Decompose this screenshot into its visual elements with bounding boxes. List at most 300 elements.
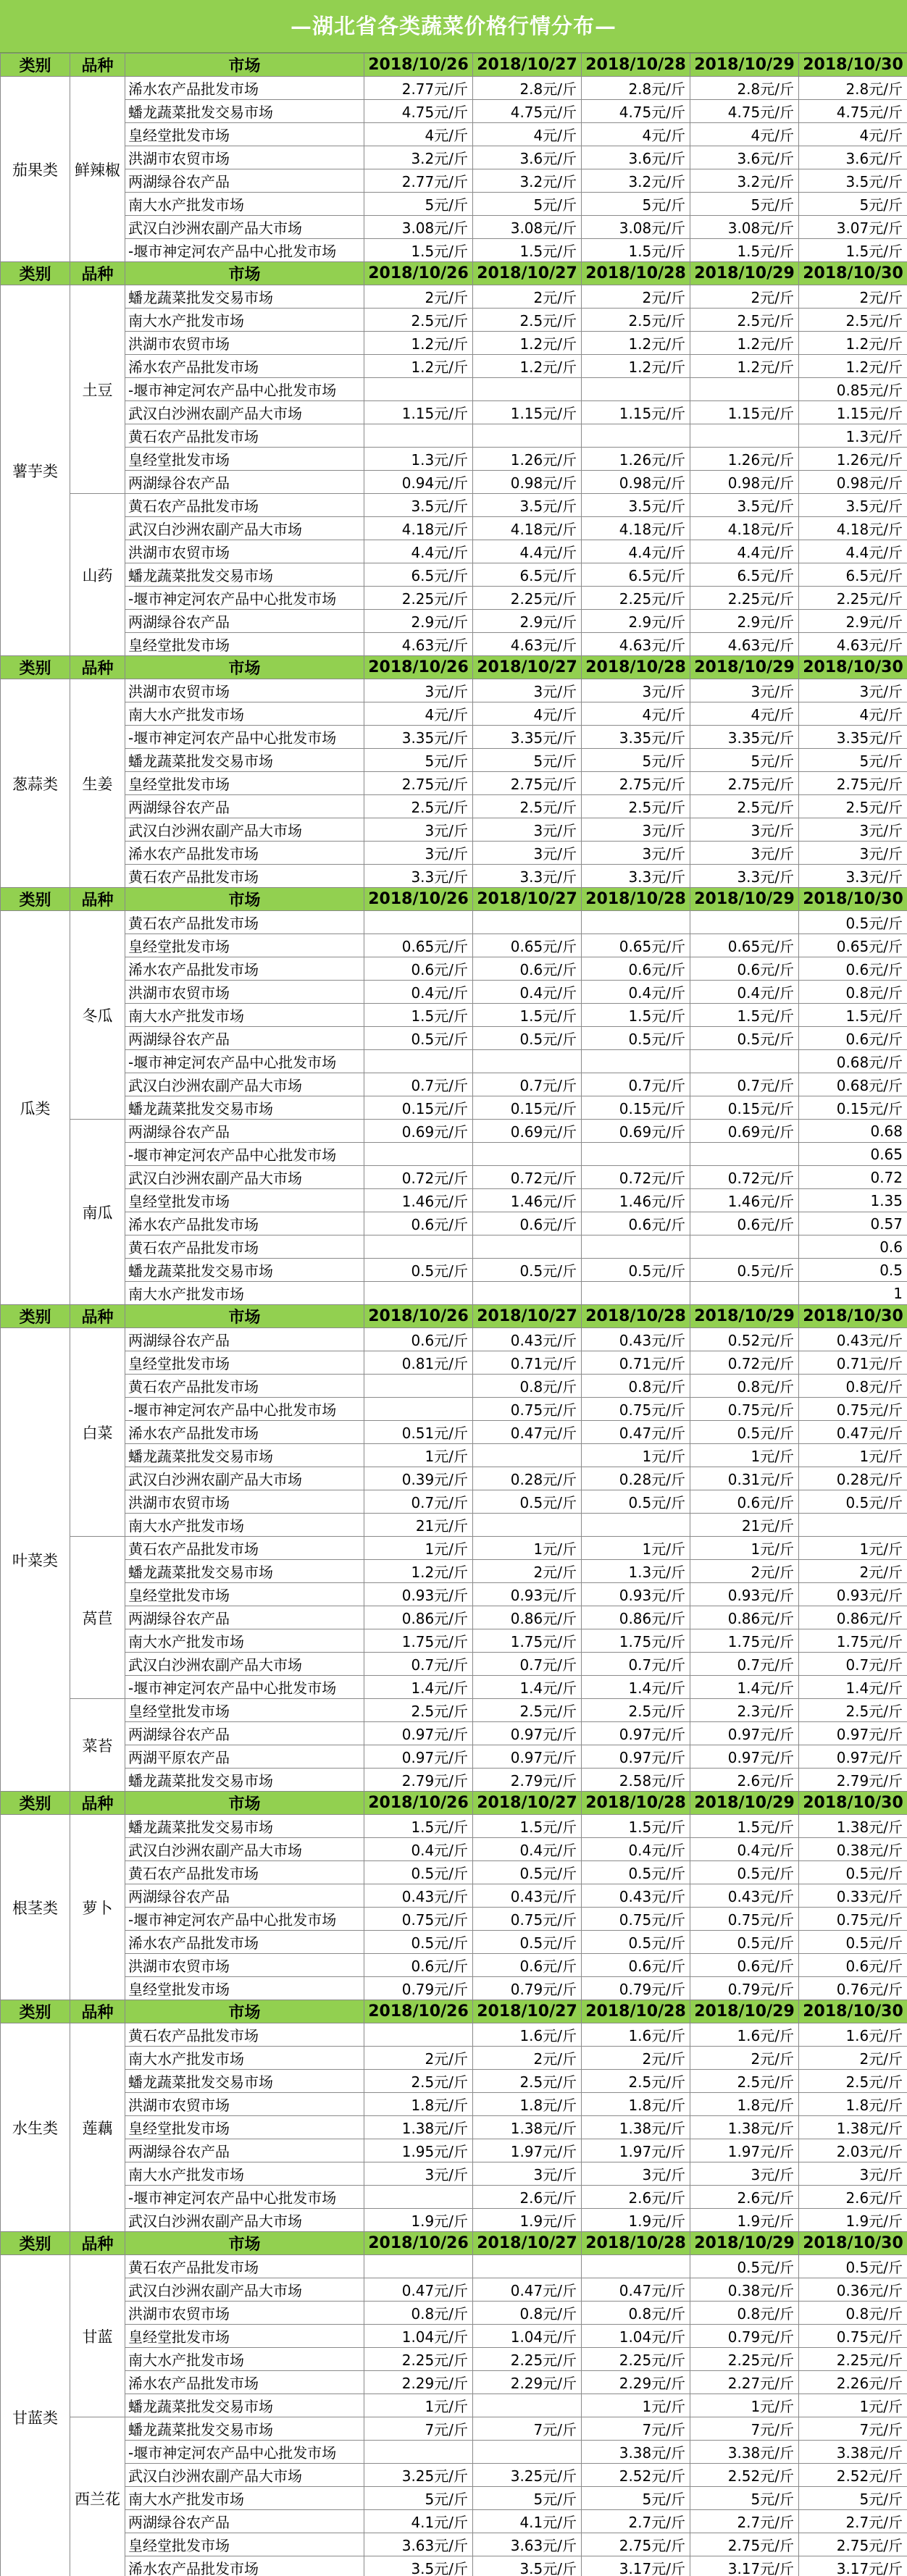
price-cell: 2.29元/斤	[473, 2371, 582, 2394]
price-cell: 3.5元/斤	[799, 169, 907, 193]
price-cell: 0.28元/斤	[582, 1467, 690, 1490]
header-market: 市场	[125, 262, 364, 285]
table-row	[1, 563, 907, 587]
market-cell: 两湖绿谷农产品	[125, 1027, 364, 1050]
price-cell: 1.5元/斤	[799, 1004, 907, 1027]
table-row	[1, 2162, 907, 2186]
price-cell: 3.2元/斤	[690, 169, 799, 193]
market-cell: -堰市神定河农产品中心批发市场	[125, 2441, 364, 2464]
price-cell	[799, 1514, 907, 1537]
price-cell: 0.6元/斤	[799, 1027, 907, 1050]
price-cell: 0.97元/斤	[582, 1722, 690, 1745]
price-cell: 1.5元/斤	[364, 1815, 473, 1838]
price-cell: 3元/斤	[364, 818, 473, 842]
price-cell: 0.75元/斤	[690, 1398, 799, 1421]
category-cell: 根茎类	[1, 1815, 70, 2000]
price-cell: 2.5元/斤	[799, 1699, 907, 1722]
price-cell	[582, 424, 690, 448]
price-cell: 4.4元/斤	[582, 540, 690, 563]
price-cell: 0.5元/斤	[473, 1259, 582, 1282]
table-row	[1, 2302, 907, 2325]
price-cell	[582, 378, 690, 401]
price-cell: 2.6元/斤	[799, 2186, 907, 2209]
table-row	[1, 1212, 907, 1235]
price-cell: 1.15元/斤	[582, 401, 690, 424]
price-cell	[473, 424, 582, 448]
table-row	[1, 2417, 907, 2441]
price-cell: 4.18元/斤	[473, 517, 582, 540]
price-cell: 0.97元/斤	[799, 1722, 907, 1745]
price-cell: 1.2元/斤	[799, 355, 907, 378]
price-cell: 1.5元/斤	[473, 1004, 582, 1027]
variety-cell: 白菜	[70, 1328, 125, 1537]
price-cell: 2元/斤	[799, 1560, 907, 1583]
price-cell: 0.75元/斤	[799, 1908, 907, 1931]
header-date: 2018/10/26	[364, 262, 473, 285]
market-cell: 皇经堂批发市场	[125, 1699, 364, 1722]
price-cell: 3元/斤	[364, 679, 473, 702]
header-date: 2018/10/30	[799, 888, 907, 911]
price-cell: 1.8元/斤	[799, 2093, 907, 2116]
price-cell: 2.75元/斤	[364, 772, 473, 795]
header-date: 2018/10/26	[364, 888, 473, 911]
market-cell: -堰市神定河农产品中心批发市场	[125, 2186, 364, 2209]
market-cell: 南大水产批发市场	[125, 2487, 364, 2510]
price-cell: 2.27元/斤	[690, 2371, 799, 2394]
price-cell: 2.25元/斤	[690, 587, 799, 610]
header-category: 类别	[1, 888, 70, 911]
price-cell	[690, 1050, 799, 1073]
price-cell: 3.5元/斤	[364, 494, 473, 517]
market-cell: 两湖绿谷农产品	[125, 169, 364, 193]
price-cell: 3.5元/斤	[473, 494, 582, 517]
price-cell	[690, 378, 799, 401]
price-cell: 0.72	[799, 1166, 907, 1189]
price-cell: 2.29元/斤	[582, 2371, 690, 2394]
price-cell: 0.47元/斤	[799, 1421, 907, 1444]
price-cell: 0.97元/斤	[473, 1722, 582, 1745]
price-cell: 3.3元/斤	[799, 865, 907, 888]
price-cell	[582, 911, 690, 934]
price-cell: 2.79元/斤	[364, 1769, 473, 1792]
price-cell: 2.75元/斤	[799, 772, 907, 795]
variety-cell: 冬瓜	[70, 911, 125, 1120]
price-cell: 1.3元/斤	[364, 448, 473, 471]
section-header-row	[1, 656, 907, 679]
market-cell: -堰市神定河农产品中心批发市场	[125, 1676, 364, 1699]
header-date: 2018/10/27	[473, 656, 582, 679]
price-cell: 1.2元/斤	[799, 332, 907, 355]
section-header-row	[1, 262, 907, 285]
price-cell: 3.3元/斤	[473, 865, 582, 888]
variety-cell: 山药	[70, 494, 125, 656]
price-cell: 2.79元/斤	[473, 1769, 582, 1792]
price-cell	[582, 1235, 690, 1259]
table-row	[1, 795, 907, 818]
table-row	[1, 448, 907, 471]
price-cell: 2.25元/斤	[364, 587, 473, 610]
table-row	[1, 332, 907, 355]
market-cell: 蟠龙蔬菜批发交易市场	[125, 1769, 364, 1792]
table-row	[1, 702, 907, 726]
market-cell: 蟠龙蔬菜批发交易市场	[125, 563, 364, 587]
price-cell: 2.25元/斤	[582, 587, 690, 610]
market-cell: 皇经堂批发市场	[125, 1583, 364, 1606]
price-cell: 0.28元/斤	[473, 1467, 582, 1490]
table-row	[1, 1676, 907, 1699]
variety-cell: 萝卜	[70, 1815, 125, 2000]
price-cell: 0.86元/斤	[473, 1606, 582, 1629]
market-cell: 南大水产批发市场	[125, 193, 364, 216]
price-cell: 0.6元/斤	[364, 1328, 473, 1351]
market-cell: 洪湖市农贸市场	[125, 679, 364, 702]
market-cell: 皇经堂批发市场	[125, 448, 364, 471]
price-cell	[690, 424, 799, 448]
price-cell: 0.8元/斤	[690, 2302, 799, 2325]
price-cell: 0.6元/斤	[690, 1954, 799, 1977]
price-cell	[364, 2255, 473, 2278]
variety-cell: 土豆	[70, 285, 125, 494]
market-cell: 黄石农产品批发市场	[125, 1537, 364, 1560]
price-cell: 3.35元/斤	[690, 726, 799, 749]
price-cell: 2.75元/斤	[799, 2533, 907, 2556]
price-cell: 6.5元/斤	[690, 563, 799, 587]
price-cell: 1.9元/斤	[582, 2209, 690, 2232]
price-cell: 1.3元/斤	[799, 424, 907, 448]
table-row	[1, 1954, 907, 1977]
price-cell: 3元/斤	[473, 2162, 582, 2186]
market-cell: 黄石农产品批发市场	[125, 1375, 364, 1398]
market-cell: 两湖绿谷农产品	[125, 1606, 364, 1629]
price-cell: 0.97元/斤	[473, 1745, 582, 1769]
price-cell: 1.2元/斤	[364, 355, 473, 378]
price-cell: 0.5元/斤	[582, 1931, 690, 1954]
price-cell: 0.97元/斤	[799, 1745, 907, 1769]
header-date: 2018/10/27	[473, 888, 582, 911]
price-cell: 0.4元/斤	[473, 1838, 582, 1861]
price-cell: 0.51元/斤	[364, 1421, 473, 1444]
price-cell: 1.15元/斤	[473, 401, 582, 424]
header-date: 2018/10/29	[690, 656, 799, 679]
market-cell: 皇经堂批发市场	[125, 934, 364, 957]
table-row	[1, 1004, 907, 1027]
price-cell: 4元/斤	[799, 123, 907, 146]
price-cell: 4.18元/斤	[582, 517, 690, 540]
market-cell: 洪湖市农贸市场	[125, 332, 364, 355]
price-cell: 4.63元/斤	[582, 633, 690, 656]
price-cell: 1.6元/斤	[690, 2023, 799, 2047]
price-cell: 3.35元/斤	[473, 726, 582, 749]
market-cell: 洪湖市农贸市场	[125, 981, 364, 1004]
header-date: 2018/10/29	[690, 2232, 799, 2255]
table-row	[1, 309, 907, 332]
header-date: 2018/10/28	[582, 1305, 690, 1328]
price-table	[0, 53, 907, 2576]
variety-cell: 莲藕	[70, 2023, 125, 2232]
price-cell: 1.4元/斤	[473, 1676, 582, 1699]
table-row	[1, 1908, 907, 1931]
market-cell: 蟠龙蔬菜批发交易市场	[125, 1444, 364, 1467]
price-cell: 2元/斤	[473, 2047, 582, 2070]
price-cell: 2.5元/斤	[799, 2070, 907, 2093]
price-cell: 3.07元/斤	[799, 216, 907, 239]
price-cell: 1.75元/斤	[582, 1629, 690, 1653]
price-cell: 1.9元/斤	[473, 2209, 582, 2232]
price-cell: 2.77元/斤	[364, 77, 473, 100]
price-cell: 0.5元/斤	[582, 1490, 690, 1514]
price-cell: 0.69元/斤	[582, 1120, 690, 1143]
price-cell: 0.6元/斤	[473, 1954, 582, 1977]
price-cell: 2.52元/斤	[582, 2464, 690, 2487]
price-cell: 1.75元/斤	[473, 1629, 582, 1653]
price-cell: 3.6元/斤	[582, 146, 690, 169]
header-date: 2018/10/27	[473, 2000, 582, 2023]
price-cell: 3.3元/斤	[690, 865, 799, 888]
price-cell: 1.04元/斤	[473, 2325, 582, 2348]
price-cell: 1.6元/斤	[799, 2023, 907, 2047]
price-cell	[473, 1143, 582, 1166]
price-cell	[473, 1444, 582, 1467]
price-cell	[364, 1398, 473, 1421]
header-variety: 品种	[70, 2232, 125, 2255]
market-cell: 武汉白沙洲农副产品大市场	[125, 216, 364, 239]
price-cell: 1.97元/斤	[473, 2139, 582, 2162]
price-cell: 0.7元/斤	[582, 1653, 690, 1676]
price-cell: 5元/斤	[690, 193, 799, 216]
header-date: 2018/10/27	[473, 2232, 582, 2255]
price-cell: 4.4元/斤	[690, 540, 799, 563]
price-cell: 0.8元/斤	[473, 1375, 582, 1398]
price-cell: 1.2元/斤	[582, 355, 690, 378]
price-cell: 2.29元/斤	[364, 2371, 473, 2394]
header-date: 2018/10/30	[799, 2000, 907, 2023]
price-cell: 2.03元/斤	[799, 2139, 907, 2162]
header-date: 2018/10/28	[582, 888, 690, 911]
price-cell: 2.25元/斤	[582, 2348, 690, 2371]
table-row	[1, 2023, 907, 2047]
price-cell: 0.5元/斤	[690, 2255, 799, 2278]
header-variety: 品种	[70, 2000, 125, 2023]
market-cell: 南大水产批发市场	[125, 1629, 364, 1653]
price-cell: 4.4元/斤	[799, 540, 907, 563]
price-cell: 3元/斤	[473, 818, 582, 842]
price-cell: 2.25元/斤	[690, 2348, 799, 2371]
price-cell	[364, 1375, 473, 1398]
price-cell: 3.5元/斤	[582, 494, 690, 517]
price-cell: 1.4元/斤	[582, 1676, 690, 1699]
price-cell: 0.8元/斤	[799, 981, 907, 1004]
price-cell: 4元/斤	[799, 702, 907, 726]
price-cell: 5元/斤	[364, 2487, 473, 2510]
price-cell: 2.5元/斤	[473, 795, 582, 818]
price-cell: 1.2元/斤	[473, 355, 582, 378]
price-cell: 2.75元/斤	[690, 772, 799, 795]
table-row	[1, 2070, 907, 2093]
table-row	[1, 1884, 907, 1908]
table-row	[1, 957, 907, 981]
price-cell: 1.26元/斤	[582, 448, 690, 471]
price-cell: 2.5元/斤	[582, 2070, 690, 2093]
price-cell: 2.6元/斤	[582, 2186, 690, 2209]
price-cell: 0.98元/斤	[473, 471, 582, 494]
price-cell: 0.5元/斤	[690, 1027, 799, 1050]
price-cell: 1.38元/斤	[582, 2116, 690, 2139]
price-cell: 5元/斤	[799, 2487, 907, 2510]
header-date: 2018/10/26	[364, 2000, 473, 2023]
price-cell: 1.5元/斤	[582, 1815, 690, 1838]
price-cell	[473, 1235, 582, 1259]
price-cell	[582, 1050, 690, 1073]
price-cell: 5元/斤	[690, 749, 799, 772]
price-cell: 4元/斤	[690, 123, 799, 146]
table-row	[1, 1769, 907, 1792]
price-cell: 1.46元/斤	[582, 1189, 690, 1212]
price-cell: 1.2元/斤	[364, 332, 473, 355]
price-cell: 0.6元/斤	[582, 1212, 690, 1235]
category-cell: 瓜类	[1, 911, 70, 1305]
price-cell: 0.7元/斤	[364, 1653, 473, 1676]
variety-cell: 甘蓝	[70, 2255, 125, 2417]
table-row	[1, 1259, 907, 1282]
price-cell	[582, 1143, 690, 1166]
price-cell: 0.6元/斤	[690, 1490, 799, 1514]
market-cell: 武汉白沙洲农副产品大市场	[125, 1653, 364, 1676]
market-cell: 武汉白沙洲农副产品大市场	[125, 1166, 364, 1189]
market-cell: 南大水产批发市场	[125, 702, 364, 726]
price-cell: 0.38元/斤	[690, 2278, 799, 2302]
price-cell: 5元/斤	[799, 749, 907, 772]
market-cell: 蟠龙蔬菜批发交易市场	[125, 749, 364, 772]
market-cell: -堰市神定河农产品中心批发市场	[125, 239, 364, 262]
price-cell: 3.2元/斤	[582, 169, 690, 193]
price-cell: 0.4元/斤	[582, 981, 690, 1004]
market-cell: 蟠龙蔬菜批发交易市场	[125, 100, 364, 123]
price-cell: 0.8元/斤	[582, 2302, 690, 2325]
price-cell: 2.79元/斤	[799, 1769, 907, 1792]
price-cell: 2.25元/斤	[799, 2348, 907, 2371]
price-cell: 1.2元/斤	[690, 355, 799, 378]
market-cell: 皇经堂批发市场	[125, 2116, 364, 2139]
market-cell: 黄石农产品批发市场	[125, 865, 364, 888]
table-row	[1, 1073, 907, 1096]
header-category: 类别	[1, 262, 70, 285]
price-cell: 1.9元/斤	[364, 2209, 473, 2232]
price-cell: 0.5元/斤	[799, 2255, 907, 2278]
price-cell: 2元/斤	[690, 2047, 799, 2070]
price-cell: 0.43元/斤	[364, 1884, 473, 1908]
price-cell: 1.38元/斤	[473, 2116, 582, 2139]
market-cell: 蟠龙蔬菜批发交易市场	[125, 1259, 364, 1282]
price-cell: 2.5元/斤	[364, 1699, 473, 1722]
market-cell: 两湖绿谷农产品	[125, 1884, 364, 1908]
market-cell: 蟠龙蔬菜批发交易市场	[125, 2070, 364, 2093]
price-cell: 2.26元/斤	[799, 2371, 907, 2394]
price-cell: 1.8元/斤	[473, 2093, 582, 2116]
price-cell: 0.65元/斤	[364, 934, 473, 957]
price-cell: 0.72元/斤	[690, 1166, 799, 1189]
price-cell: 21元/斤	[364, 1514, 473, 1537]
table-row	[1, 1537, 907, 1560]
header-market: 市场	[125, 656, 364, 679]
price-cell: 0.8元/斤	[799, 1375, 907, 1398]
price-cell: 1.75元/斤	[799, 1629, 907, 1653]
price-cell: 3.08元/斤	[473, 216, 582, 239]
price-cell: 3元/斤	[582, 842, 690, 865]
table-row	[1, 2255, 907, 2278]
category-cell: 薯芋类	[1, 285, 70, 656]
header-date: 2018/10/29	[690, 54, 799, 77]
price-cell: 1.2元/斤	[582, 332, 690, 355]
header-date: 2018/10/26	[364, 656, 473, 679]
price-cell: 2元/斤	[799, 2047, 907, 2070]
table-row	[1, 540, 907, 563]
price-cell: 1.5元/斤	[799, 239, 907, 262]
price-cell: 0.52元/斤	[690, 1328, 799, 1351]
price-cell: 0.15元/斤	[364, 1096, 473, 1120]
market-cell: 皇经堂批发市场	[125, 772, 364, 795]
price-cell: 0.5元/斤	[582, 1027, 690, 1050]
price-cell: 0.75元/斤	[473, 1398, 582, 1421]
price-cell: 3元/斤	[364, 2162, 473, 2186]
price-cell: 1元/斤	[582, 1444, 690, 1467]
header-variety: 品种	[70, 888, 125, 911]
price-cell: 0.47元/斤	[582, 2278, 690, 2302]
price-cell: 1元/斤	[690, 1444, 799, 1467]
price-cell	[364, 2023, 473, 2047]
price-cell: 7元/斤	[582, 2417, 690, 2441]
price-cell: 0.5元/斤	[690, 1861, 799, 1884]
table-row	[1, 1027, 907, 1050]
price-cell: 0.93元/斤	[473, 1583, 582, 1606]
price-cell: 2.9元/斤	[364, 610, 473, 633]
table-row	[1, 146, 907, 169]
table-row	[1, 1235, 907, 1259]
price-cell: 2.5元/斤	[473, 2070, 582, 2093]
price-cell: 2.75元/斤	[582, 772, 690, 795]
market-cell: 黄石农产品批发市场	[125, 911, 364, 934]
price-cell: 3.25元/斤	[364, 2464, 473, 2487]
price-cell: 2.9元/斤	[799, 610, 907, 633]
price-cell: 1.97元/斤	[582, 2139, 690, 2162]
price-cell: 1.8元/斤	[690, 2093, 799, 2116]
header-category: 类别	[1, 1305, 70, 1328]
table-row	[1, 1699, 907, 1722]
price-cell	[690, 1143, 799, 1166]
section-header-row	[1, 2232, 907, 2255]
price-cell: 1.04元/斤	[582, 2325, 690, 2348]
price-cell: 5元/斤	[582, 2487, 690, 2510]
table-row	[1, 2116, 907, 2139]
market-cell: 武汉白沙洲农副产品大市场	[125, 1838, 364, 1861]
price-cell: 0.43元/斤	[473, 1884, 582, 1908]
price-cell: 0.86元/斤	[364, 1606, 473, 1629]
price-cell: 2.75元/斤	[582, 2533, 690, 2556]
table-row	[1, 355, 907, 378]
price-cell: 3.25元/斤	[473, 2464, 582, 2487]
price-cell: 3.08元/斤	[582, 216, 690, 239]
market-cell: 皇经堂批发市场	[125, 2325, 364, 2348]
variety-cell: 鲜辣椒	[70, 77, 125, 262]
market-cell: 蟠龙蔬菜批发交易市场	[125, 2394, 364, 2417]
price-cell: 1.5元/斤	[473, 1815, 582, 1838]
price-cell: 3.5元/斤	[799, 494, 907, 517]
price-cell: 4.18元/斤	[799, 517, 907, 540]
market-cell: 浠水农产品批发市场	[125, 1421, 364, 1444]
price-cell: 4.63元/斤	[364, 633, 473, 656]
price-cell: 1元/斤	[582, 1537, 690, 1560]
price-cell: 0.7元/斤	[364, 1490, 473, 1514]
header-market: 市场	[125, 1305, 364, 1328]
